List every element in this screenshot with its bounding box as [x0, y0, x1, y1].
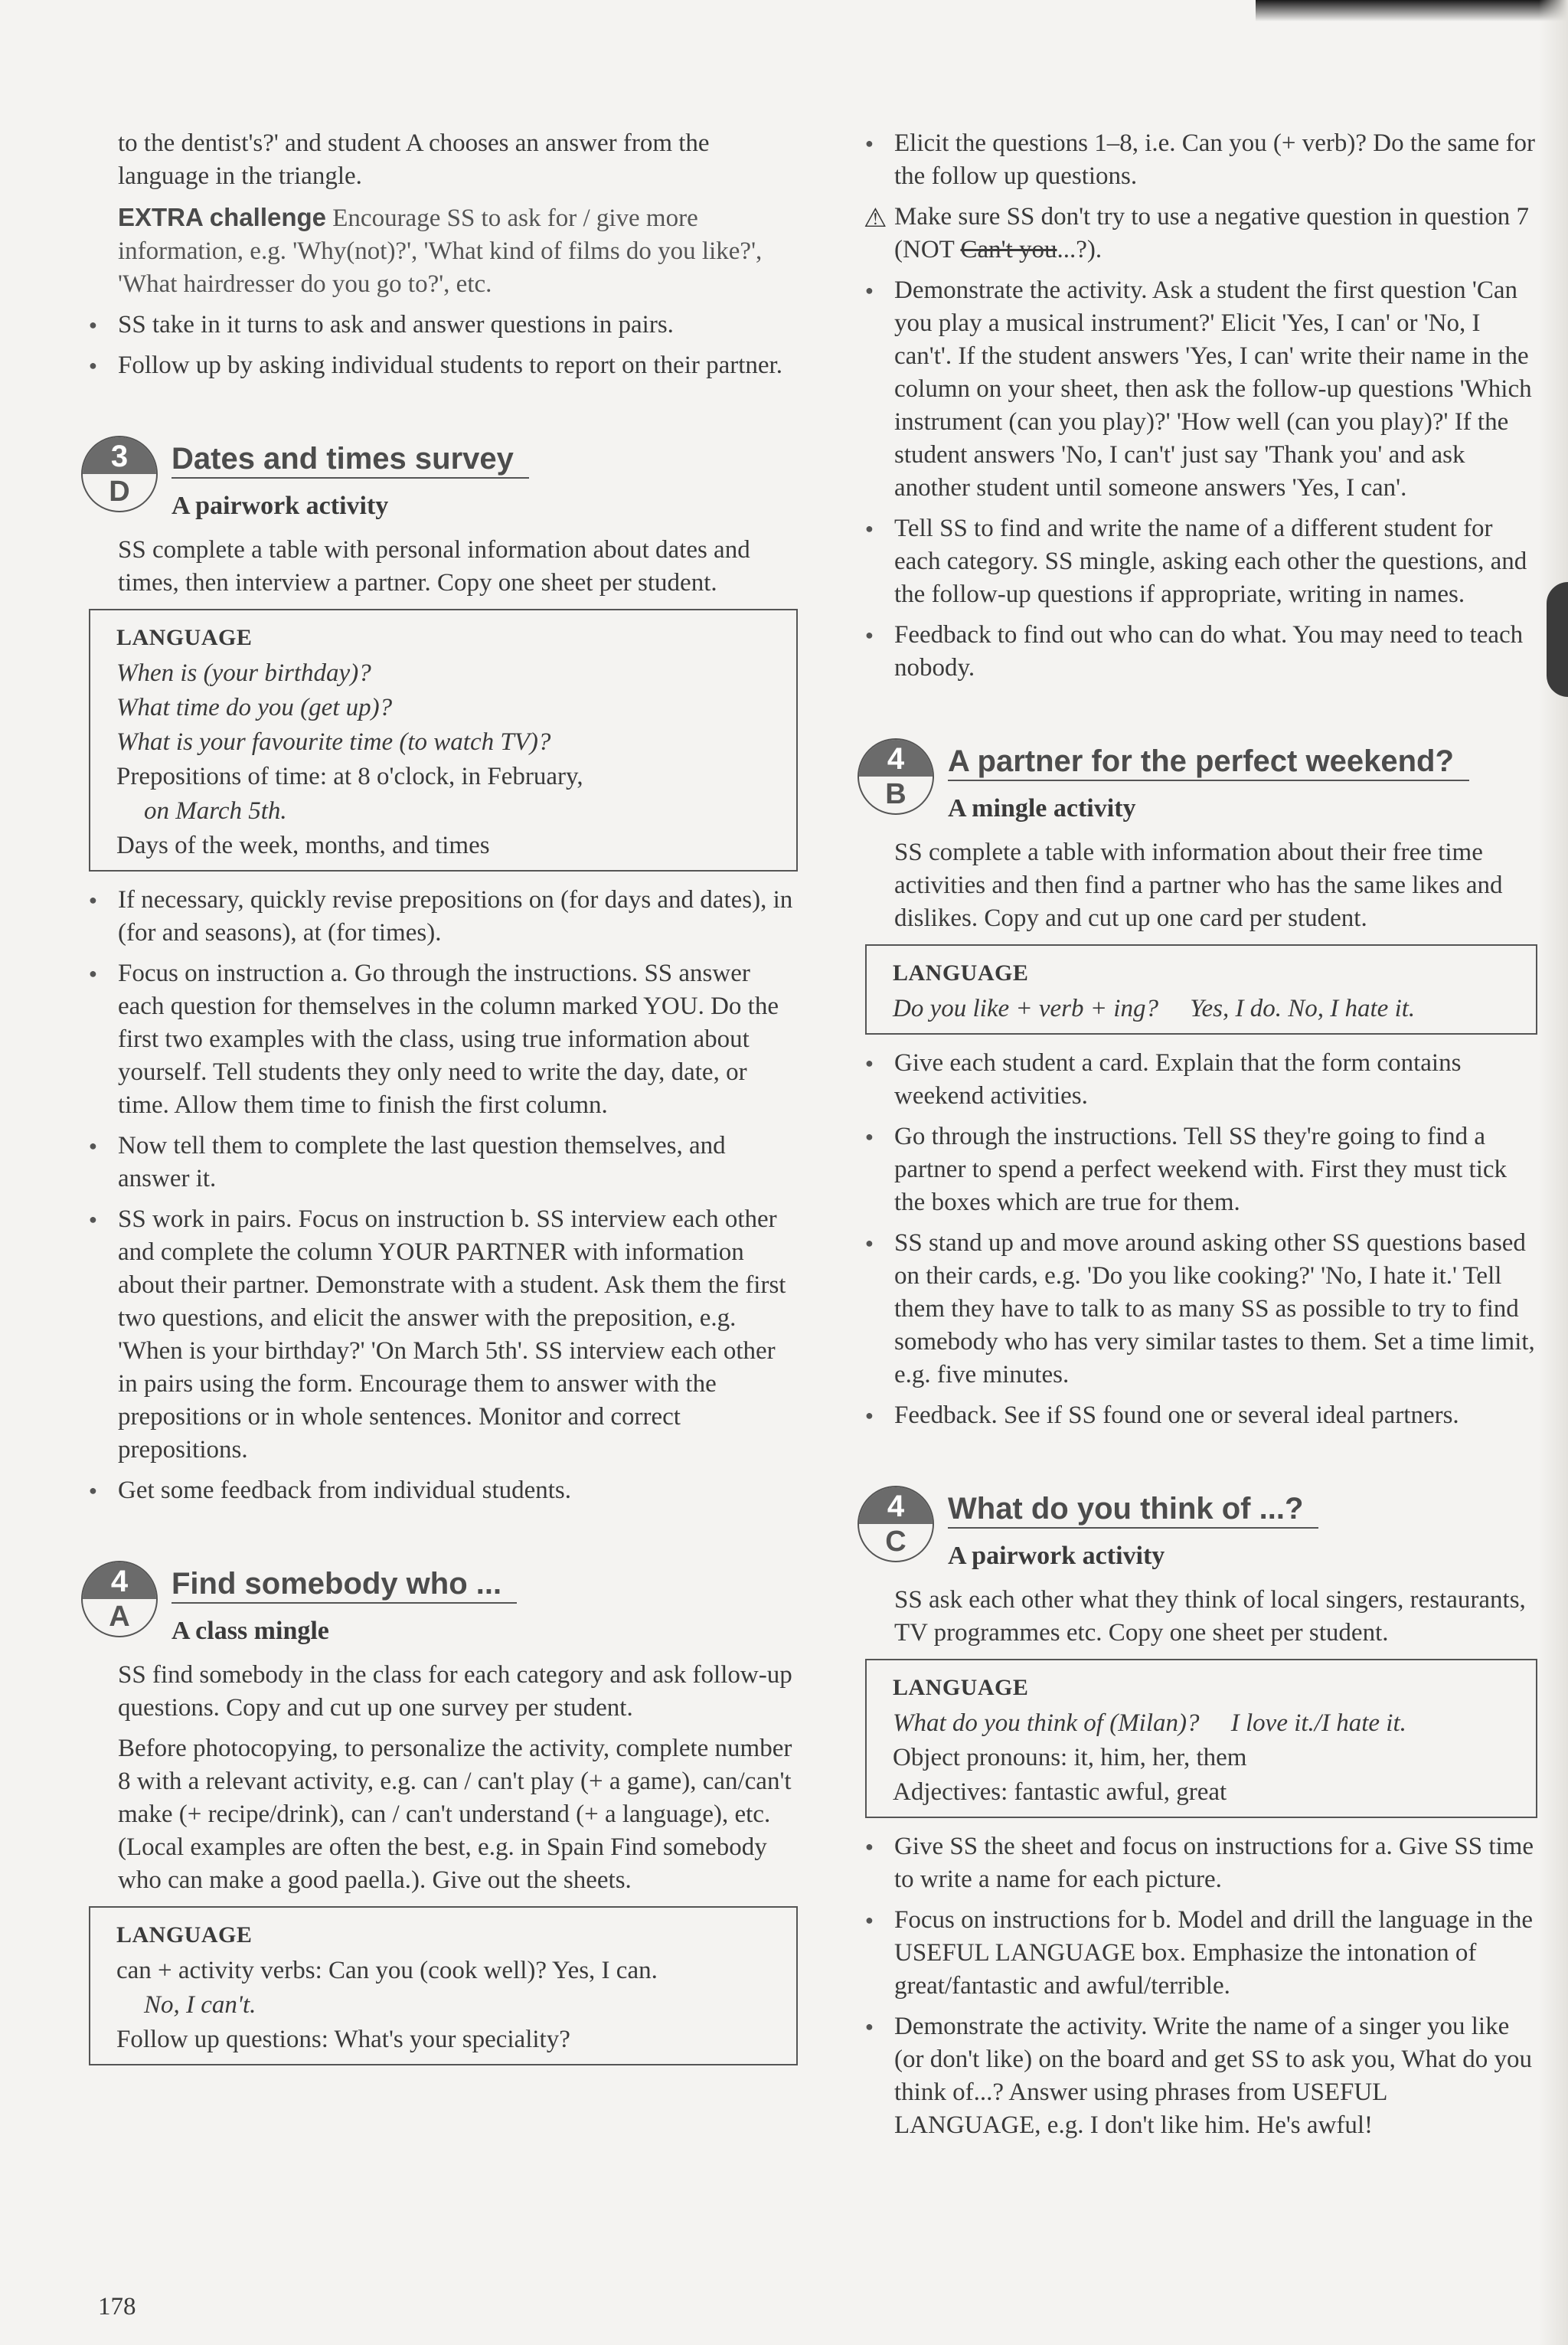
section-title: Dates and times survey — [172, 440, 529, 479]
language-box-title: LANGUAGE — [116, 1922, 253, 1948]
section-bullets — [894, 1830, 1537, 2142]
section-header — [858, 738, 1537, 836]
list-item: ● Get some feedback from individual students. — [118, 1474, 798, 1507]
mid-bullets — [894, 274, 1537, 685]
page-number: 178 — [98, 2293, 136, 2320]
top-bullets — [894, 127, 1537, 193]
section-description: SS ask each other what they think of local singers, restaurants, TV programmes etc. Copy one sheet per student. — [894, 1586, 1526, 1647]
section-badge — [858, 738, 934, 815]
list-item: ● Follow up by asking individual students to report on their partner. — [118, 349, 798, 382]
language-box — [89, 1906, 798, 2065]
language-line: Prepositions of time: at 8 o'clock, in February, — [116, 763, 583, 790]
page-shadow-top — [1256, 0, 1568, 21]
page-gutter-right — [1539, 0, 1568, 2345]
list-item: ● Demonstrate the activity. Write the name of a singer you like (or don't like) on the board and get SS to ask you, What do you think of...? Answer using phrases from USEFUL LANGUAGE, e.g. I don't like him. He's awful! — [894, 2010, 1537, 2142]
language-box-title: LANGUAGE — [893, 960, 1029, 986]
intro-paragraph: to the dentist's?' and student A chooses an answer from the language in the triangle. — [118, 129, 710, 190]
list-item: ● Tell SS to find and write the name of a different student for each category. SS mingle, asking each other the questions, and the follow-up questions if appropriate, writing in names. — [894, 512, 1537, 611]
section-header — [81, 1561, 798, 1659]
left-column — [109, 127, 798, 2078]
section-badge — [858, 1486, 934, 1562]
list-item: ● Demonstrate the activity. Ask a student the first question 'Can you play a musical instrument?' Elicit 'Yes, I can' or 'No, I can't'. If the student answers 'Yes, I can' write their name in the column on your sheet, then ask the follow-up questions 'Which instrument (can you play)?' 'How well (can you play)?' If the student answers 'No, I can't' just say 'Thank you' and ask another student until someone answers 'Yes, I can'. — [894, 274, 1537, 505]
section-description: SS find somebody in the class for each category and ask follow-up questions. Copy and cut up one survey per student. — [118, 1661, 792, 1722]
badge-number: 4 — [859, 740, 933, 777]
list-item: ● Focus on instructions for b. Model and drill the language in the USEFUL LANGUAGE box. Emphasize the intonation of great/fantastic and awful/terrible. — [894, 1904, 1537, 2003]
section-subtitle: A pairwork activity — [948, 1542, 1165, 1570]
section-header — [81, 436, 798, 534]
struck-text: Can't you — [960, 236, 1057, 263]
intro-bullets — [118, 309, 798, 382]
language-line: Object pronouns: it, him, her, them — [893, 1744, 1247, 1771]
list-item: ● If necessary, quickly revise prepositions on (for days and dates), in (for and seasons), at (for times). — [118, 884, 798, 950]
language-line: No, I can't. — [144, 1991, 256, 2019]
section-4c — [885, 1486, 1537, 2142]
badge-letter: A — [109, 1601, 130, 1633]
language-box — [865, 944, 1537, 1035]
list-item: ● Focus on instruction a. Go through the instructions. SS answer each question for themselves in the column marked YOU. Do the first two examples with the class, using true information about yourself. Tell students they only need to write the day, date, or time. Allow them time to finish the first column. — [118, 957, 798, 1122]
list-item: ● Feedback. See if SS found one or several ideal partners. — [894, 1399, 1537, 1432]
list-item: ● Elicit the questions 1–8, i.e. Can you (+ verb)? Do the same for the follow up questions. — [894, 127, 1537, 193]
language-line: What do you think of (Milan)? I love it./I hate it. — [893, 1709, 1406, 1737]
section-subtitle: A pairwork activity — [172, 492, 389, 520]
section-description: SS complete a table with personal information about dates and times, then interview a partner. Copy one sheet per student. — [118, 536, 750, 597]
language-box-title: LANGUAGE — [116, 625, 253, 650]
section-header — [858, 1486, 1537, 1584]
section-bullets — [894, 1047, 1537, 1432]
adjacent-page-tab — [1547, 582, 1568, 697]
list-item: ● SS stand up and move around asking other SS questions based on their cards, e.g. 'Do you like cooking?' 'No, I hate it.' Tell them they have to talk to as many SS as possible to try to find somebody who has very similar tastes to them. Set a time limit, e.g. five minutes. — [894, 1227, 1537, 1392]
language-box-title: LANGUAGE — [893, 1675, 1029, 1700]
extra-challenge-heading: EXTRA challenge — [118, 203, 327, 231]
list-item: ● Give each student a card. Explain that the form contains weekend activities. — [894, 1047, 1537, 1113]
list-item: ● Go through the instructions. Tell SS they're going to find a partner to spend a perfect weekend with. First they must tick the boxes which are true for them. — [894, 1120, 1537, 1219]
badge-number: 3 — [83, 437, 156, 474]
warning-note — [864, 201, 1537, 267]
language-line: on March 5th. — [144, 797, 287, 825]
section-description: SS complete a table with information about their free time activities and then find a partner who has the same likes and dislikes. Copy and cut up one card per student. — [894, 839, 1503, 932]
section-badge — [81, 436, 158, 512]
warning-icon: ⚠ — [864, 204, 887, 233]
language-box — [89, 609, 798, 872]
list-item: ● SS take in it turns to ask and answer questions in pairs. — [118, 309, 798, 342]
list-item: ● Now tell them to complete the last question themselves, and answer it. — [118, 1130, 798, 1195]
warning-text-end: ...?). — [1057, 236, 1102, 263]
language-box — [865, 1659, 1537, 1818]
right-column — [864, 127, 1537, 2150]
language-line: Do you like + verb + ing? Yes, I do. No, I hate it. — [893, 995, 1416, 1022]
section-subtitle: A mingle activity — [948, 794, 1136, 823]
badge-number: 4 — [859, 1487, 933, 1524]
warning-text: Make sure SS don't try to use a negative question in question 7 (NOT — [894, 203, 1529, 263]
section-3d — [109, 436, 798, 1507]
badge-letter: C — [885, 1526, 906, 1558]
section-4b — [885, 738, 1537, 1432]
section-bullets — [118, 884, 798, 1507]
language-line: Adjectives: fantastic awful, great — [893, 1778, 1227, 1806]
list-item: ● Give SS the sheet and focus on instructions for a. Give SS time to write a name for each picture. — [894, 1830, 1537, 1896]
section-badge — [81, 1561, 158, 1637]
extra-challenge — [118, 201, 798, 301]
section-title: A partner for the perfect weekend? — [948, 743, 1469, 781]
extra-challenge-text: Encourage SS to ask for / give more information, e.g. 'Why(not)?', 'What kind of films do you like?', 'What hairdresser do you go to?', etc. — [118, 204, 763, 298]
list-item: ● SS work in pairs. Focus on instruction b. SS interview each other and complete the column YOUR PARTNER with information about their partner. Demonstrate with a student. Ask them the first two questions, and elicit the answer with the preposition, e.g. 'When is your birthday?' 'On March 5th'. SS interview each other in pairs using the form. Encourage them to answer with the prepositions or in whole sentences. Monitor and correct prepositions. — [118, 1203, 798, 1467]
language-line: What time do you (get up)? — [116, 694, 393, 721]
language-line: can + activity verbs: Can you (cook well)? Yes, I can. — [116, 1957, 658, 1984]
language-line: What is your favourite time (to watch TV)? — [116, 728, 551, 756]
language-line: Follow up questions: What's your speciality? — [116, 2026, 570, 2053]
badge-letter: D — [109, 476, 130, 508]
section-4a — [109, 1561, 798, 2065]
language-line: When is (your birthday)? — [116, 659, 371, 687]
language-line: Days of the week, months, and times — [116, 832, 490, 859]
section-subtitle: A class mingle — [172, 1617, 329, 1645]
section-title: What do you think of ...? — [948, 1490, 1318, 1529]
list-item: ● Feedback to find out who can do what. You may need to teach nobody. — [894, 619, 1537, 685]
section-title: Find somebody who ... — [172, 1565, 517, 1604]
section-description-2: Before photocopying, to personalize the activity, complete number 8 with a relevant activity, e.g. can / can't play (+ a game), can/can't make (+ recipe/drink), can / can't understand (+ a language), etc. (Local examples are often the best, e.g. in Spain Find somebody who can make a good paella.). Give out the sheets. — [118, 1735, 792, 1894]
badge-number: 4 — [83, 1562, 156, 1599]
badge-letter: B — [885, 778, 906, 810]
